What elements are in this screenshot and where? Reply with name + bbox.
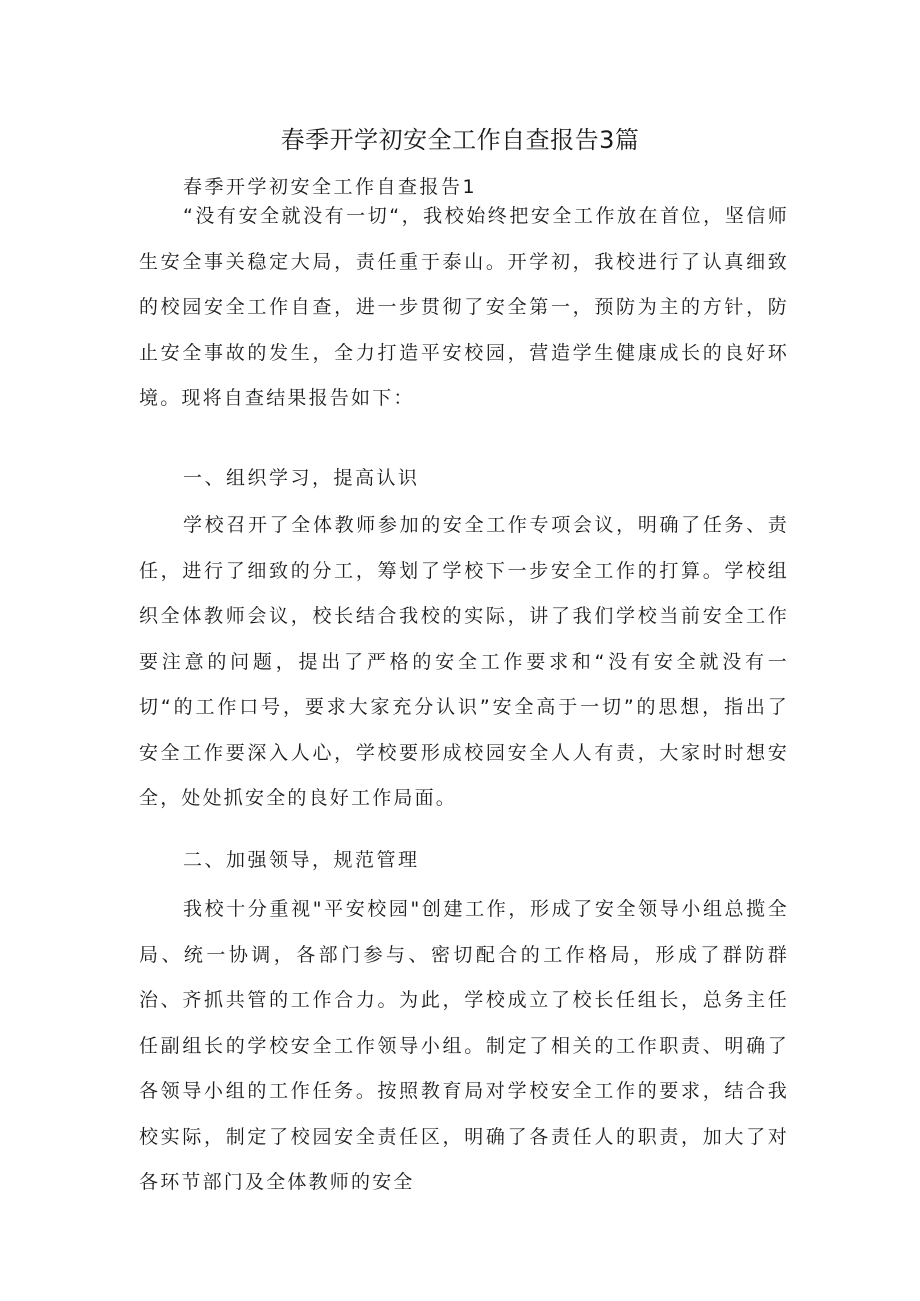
paragraph-intro: “没有安全就没有一切“，我校始终把安全工作放在首位，坚信师生安全事关稳定大局，责任重于泰山。开学初，我校进行了认真细致的校园安全工作自查，进一步贯彻了安全第一，预防为主的方针，防止安全事故的发生，全力打造平安校园，营造学生健康成长的良好环境。现将自查结果报告如下： xyxy=(139,205,789,409)
paragraph-section-2: 我校十分重视"平安校园"创建工作，形成了安全领导小组总揽全局、统一协调，各部门参与、密切配合的工作格局，形成了群防群治、齐抓共管的工作合力。为此，学校成立了校长任组长，总务主任任副组长的学校安全工作领导小组。制定了相关的工作职责、明确了各领导小组的工作任务。按照教育局对学校安全工作的要求，结合我校实际，制定了校园安全责任区，明确了各责任人的职责，加大了对各环节部门及全体教师的安全 xyxy=(139,898,789,1193)
paragraph-section-1: 学校召开了全体教师参加的安全工作专项会议，明确了任务、责任，进行了细致的分工，筹划了学校下一步安全工作的打算。学校组织全体教师会议，校长结合我校的实际，讲了我们学校当前安全工作要注意的问题，提出了严格的安全工作要求和“没有安全就没有一切“的工作口号，要求大家充分认识”安全高于一切”的思想，指出了安全工作要深入人心，学校要形成校园安全人人有责，大家时时想安全，处处抓安全的良好工作局面。 xyxy=(139,514,789,809)
document-title: 春季开学初安全工作自查报告3篇 xyxy=(280,126,640,154)
section-heading-1: 一、组织学习，提高认识 xyxy=(183,467,420,489)
report-subtitle: 春季开学初安全工作自查报告1 xyxy=(183,176,478,198)
section-heading-2: 二、加强领导，规范管理 xyxy=(183,849,420,871)
